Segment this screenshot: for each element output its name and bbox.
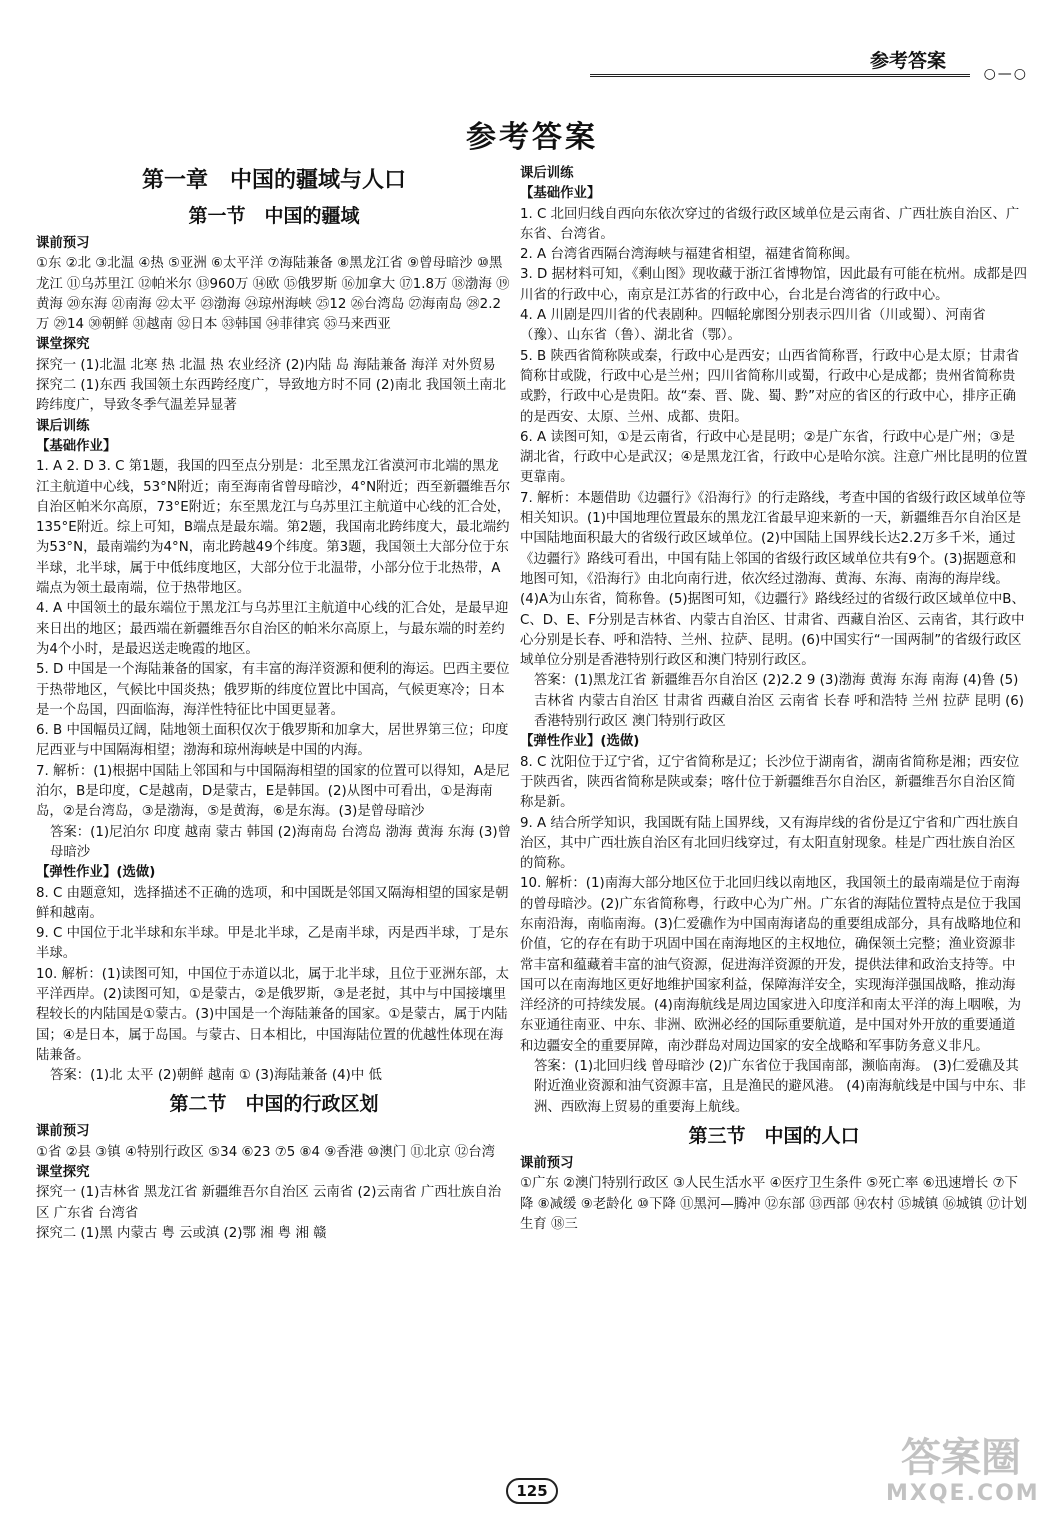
page-title: 参考答案	[466, 120, 598, 155]
answer-line: 探究一 (1)北温 北寒 热 北温 热 农业经济 (2)内陆 岛 海陆兼备 海洋 对外贸易	[36, 357, 496, 373]
section-2-body	[36, 1122, 512, 1244]
answer-line: 4. A 中国领土的最东端位于黑龙江与乌苏里江主航道中心线的汇合处，是最早迎来日出的地区；最西端在新疆维吾尔自治区的帕米尔高原上，与最东端的时差约为4个小时，是最迟送走晚霞的地区。	[36, 601, 509, 657]
section-3-body	[520, 1154, 1028, 1235]
answer-line: 5. D 中国是一个海陆兼备的国家，有丰富的海洋资源和便利的海运。巴西主要位于热带地区，气候比中国炎热；俄罗斯的纬度位置比中国高，气候更寒冷；日本是一个岛国，四面临海，海洋性特征比中国更显著。	[36, 662, 510, 718]
section-title-1: 第一节 中国的疆域	[188, 205, 360, 227]
answer-line: 【基础作业】	[36, 438, 117, 454]
answer-line: 探究一 (1)吉林省 黑龙江省 新疆维吾尔自治区 云南省 (2)云南省 广西壮族自治区 广东省 台湾省	[36, 1185, 502, 1221]
section-1-body	[36, 234, 512, 1086]
right-column	[520, 164, 1028, 1235]
answer-line: 6. A 读图可知，①是云南省，行政中心是昆明；②是广东省，行政中心是广州；③是湖北省，行政中心是武汉；④是黑龙江省，行政中心是哈尔滨。注意广州比昆明的位置更靠南。	[520, 429, 1028, 486]
left-column	[36, 164, 512, 1244]
answer-line: 5. B 陕西省简称陕或秦，行政中心是西安；山西省简称晋，行政中心是太原；甘肃省简称甘或陇，行政中心是兰州；四川省简称川或蜀，行政中心是成都；贵州省简称贵或黔，行政中心是贵阳。故“秦、晋、陇、蜀、黔”对应的省区的行政中心，排序正确的是西安、太原、兰州、成都、贵阳。	[520, 348, 1020, 425]
answer-line: 9. A 结合所学知识，我国既有陆上国界线，又有海岸线的省份是辽宁省和广西壮族自治区，其中广西壮族自治区有北回归线穿过，有太阳直射现象。桂是广西壮族自治区的简称。	[520, 815, 1020, 872]
answer-line: 课后训练	[36, 418, 90, 434]
answer-line: 10. 解析：(1)南海大部分地区位于北回归线以南地区，我国领土的最南端是位于南海的曾母暗沙。(2)广东省简称粤，行政中心为广州。广东省的海陆位置特点是位于我国东南沿海，南临南海。(3)仁爱礁作为中国南海诸岛的重要组成部分，具有战略地位和价值，它的存在有助于巩固中国在南海地区的主权地位，确保领土完整；渔业资源非常丰富和蕴藏着丰富的油气资源，促进海洋资源的开发，提供法律和政治支持等。中国可以在南海地区更好地维护国家利益，保障海洋安全，实现海洋强国战略，推动海洋经济的可持续发展。(4)南海航线是周边国家进入印度洋和南太平洋的海上咽喉，为东亚通往南亚、中东、非洲、欧洲必经的国际重要航道，是中国对外开放的重要通道和边疆安全的重要屏障，南沙群岛对周边国家的安全战略和军事防务意义非凡。	[520, 876, 1022, 1054]
answer-line: 探究二 (1)黑 内蒙古 粤 云或滇 (2)鄂 湘 粤 湘 赣	[36, 1225, 327, 1241]
answer-line: 4. A 川剧是四川省的代表剧种。四幅轮廓图分别表示四川省（川或蜀）、河南省（豫）、山东省（鲁）、湖北省（鄂）。	[520, 308, 986, 344]
answer-line: 课前预习	[36, 1124, 90, 1140]
answer-line: 课堂探究	[36, 1165, 90, 1181]
answer-line: 课堂探究	[36, 337, 90, 353]
answer-line: 课前预习	[520, 1155, 574, 1171]
answer-line: 课后训练	[520, 166, 574, 181]
answer-line: ①省 ②县 ③镇 ④特别行政区 ⑤34 ⑥23 ⑦5 ⑧4 ⑨香港 ⑩澳门 ⑪北京 ⑫台湾	[36, 1144, 496, 1160]
answer-line: 9. C 中国位于北半球和东半球。甲是北半球，乙是南半球，丙是西半球，丁是东半球。	[36, 926, 509, 962]
answer-line: 1. A 2. D 3. C 第1题，我国的四至点分别是：北至黑龙江省漠河市北端的黑龙江主航道中心线，53°N附近；南至海南省曾母暗沙，4°N附近；西至新疆维吾尔自治区帕米尔高原，73°E附近；东至黑龙江与乌苏里江主航道中心线的汇合处，135°E附近。综上可知，B端点是最东端。第2题，我国南北跨纬度大，最北端约为53°N，最南端约为4°N，南北跨越49个纬度。第3题，我国领土大部分位于东半球，北半球，属于中低纬度地区，大部分位于北温带，小部分位于北热带，A端点为领土最南端，位于热带地区。	[36, 459, 511, 597]
answer-line: 7. 解析：(1)根据中国陆上邻国和与中国隔海相望的国家的位置可以得知，A是尼泊尔，B是印度，C是越南，D是蒙古，E是韩国。(2)从图中可看出，①是海南岛，②是台湾岛，③是渤海，⑤是黄海，⑥是东海。(3)是曾母暗沙	[36, 763, 510, 820]
header-rule	[590, 74, 970, 77]
answer-line: 10. 解析：(1)读图可知，中国位于赤道以北，属于北半球，且位于亚洲东部，太平洋西岸。(2)读图可知，①是蒙古，②是俄罗斯，③是老挝，其中与中国接壤里程较长的内陆国是①蒙古。(3)中国是一个海陆兼备的国家。①是蒙古，属于内陆国；④是日本，属于岛国。与蒙古、日本相比，中国海陆位置的优越性体现在海陆兼备。	[36, 966, 510, 1063]
answer-line: 8. C 由题意知，选择描述不正确的选项，和中国既是邻国又隔海相望的国家是朝鲜和越南。	[36, 885, 509, 921]
header-tag: 参考答案	[869, 50, 946, 72]
section-title-2: 第二节 中国的行政区划	[169, 1093, 379, 1116]
answer-line: 探究二 (1)东西 我国领土东西跨经度广，导致地方时不同 (2)南北 我国领土南北跨纬度广，导致冬季气温差异显著	[36, 378, 507, 414]
page-number-badge: 125	[506, 1478, 557, 1504]
answer-line: 7. 解析：本题借助《边疆行》《沿海行》的行走路线，考查中国的省级行政区域单位等相关知识。(1)中国地理位置最东的黑龙江省最早迎来新的一天，新疆维吾尔自治区是中国陆地面积最大的省级行政区域单位。(2)中国陆上国界线长达2.2万多千米，通过《边疆行》路线可看出，中国有陆上邻国的省级行政区域单位共有9个。(3)据题意和地图可知，《沿海行》由北向南行进，依次经过渤海、黄海、东海、南海的海岸线。(4)A为山东省，简称鲁。(5)据图可知，《边疆行》路线经过的省级行政区域单位中B、C、D、E、F分别是吉林省、内蒙古自治区、甘肃省、西藏自治区、云南省，其行政中心分别是长春、呼和浩特、兰州、拉萨、昆明。(6)中国实行“一国两制”的省级行政区域单位分别是香港特别行政区和澳门特别行政区。	[520, 490, 1026, 669]
watermark-url: MXQE.COM	[886, 1481, 1040, 1506]
header-ornament: ○—○	[983, 66, 1028, 82]
answer-line: ①东 ②北 ③北温 ④热 ⑤亚洲 ⑥太平洋 ⑦海陆兼备 ⑧黑龙江省 ⑨曾母暗沙 ⑩黑龙江 ⑪乌苏里江 ⑫帕米尔 ⑬960万 ⑭欧 ⑮俄罗斯 ⑯加拿大 ⑰1.8万 ⑱渤海 ⑲黄海 ⑳东海 ㉑南海 ㉒太平 ㉓渤海 ㉔琼州海峡 ㉕12 ㉖台湾岛 ㉗海南岛 ㉘2.2万 ㉙14 ㉚朝鲜 ㉛越南 ㉜日本 ㉝韩国 ㉞菲律宾 ㉟马来西亚	[36, 256, 510, 333]
answer-line: 答案：(1)北回归线 曾母暗沙 (2)广东省位于我国南部，濒临南海。 (3)仁爱礁及其附近渔业资源和油气资源丰富，且是渔民的避风港。 (4)南海航线是中国与中东、非洲、西欧海上贸易的重要海上航线。	[534, 1059, 1026, 1115]
section-title-3: 第三节 中国的人口	[688, 1124, 860, 1147]
answer-line: 答案：(1)北 太平 (2)朝鲜 越南 ① (3)海陆兼备 (4)中 低	[50, 1068, 382, 1084]
answer-line: 答案：(1)尼泊尔 印度 越南 蒙古 韩国 (2)海南岛 台湾岛 渤海 黄海 东海 (3)曾母暗沙	[50, 824, 512, 860]
answer-line: 【弹性作业】(选做)	[36, 865, 156, 881]
answer-line: 3. D 据材料可知，《剩山图》现收藏于浙江省博物馆，因此最有可能在杭州。成都是四川省的行政中心，南京是江苏省的行政中心，台北是台湾省的行政中心。	[520, 267, 1027, 303]
answer-line: 答案：(1)黑龙江省 新疆维吾尔自治区 (2)2.2 9 (3)渤海 黄海 东海 南海 (4)鲁 (5)吉林省 内蒙古自治区 甘肃省 西藏自治区 云南省 长春 呼和浩特 兰州 拉萨 昆明 (6)香港特别行政区 澳门特别行政区	[534, 673, 1025, 730]
answer-line: 6. B 中国幅员辽阔，陆地领土面积仅次于俄罗斯和加拿大，居世界第三位；印度尼西亚与中国隔海相望；渤海和琼州海峡是中国的内海。	[36, 723, 509, 759]
answer-line: 【弹性作业】(选做)	[520, 734, 640, 750]
answer-line: 【基础作业】	[520, 186, 601, 202]
watermark-text: 答案圈	[901, 1435, 1021, 1481]
section-2-continued-body	[520, 164, 1028, 1118]
answer-line: 2. A 台湾省西隔台湾海峡与福建省相望，福建省简称闽。	[520, 247, 859, 263]
answer-line: ①广东 ②澳门特别行政区 ③人民生活水平 ④医疗卫生条件 ⑤死亡率 ⑥迅速增长 ⑦下降 ⑧减缓 ⑨老龄化 ⑩下降 ⑪黑河—腾冲 ⑫东部 ⑬西部 ⑭农村 ⑮城镇 ⑯城镇 ⑰计划生育 ⑱三	[520, 1176, 1028, 1232]
chapter-title: 第一章 中国的疆域与人口	[141, 168, 406, 193]
answer-line: 8. C 沈阳位于辽宁省，辽宁省简称是辽；长沙位于湖南省，湖南省简称是湘；西安位于陕西省，陕西省简称是陕或秦；喀什位于新疆维吾尔自治区，新疆维吾尔自治区简称是新。	[520, 754, 1020, 811]
watermark-logo	[886, 1435, 1040, 1518]
answer-line: 1. C 北回归线自西向东依次穿过的省级行政区域单位是云南省、广西壮族自治区、广东省、台湾省。	[520, 206, 1020, 242]
answer-line: 课前预习	[36, 236, 90, 251]
